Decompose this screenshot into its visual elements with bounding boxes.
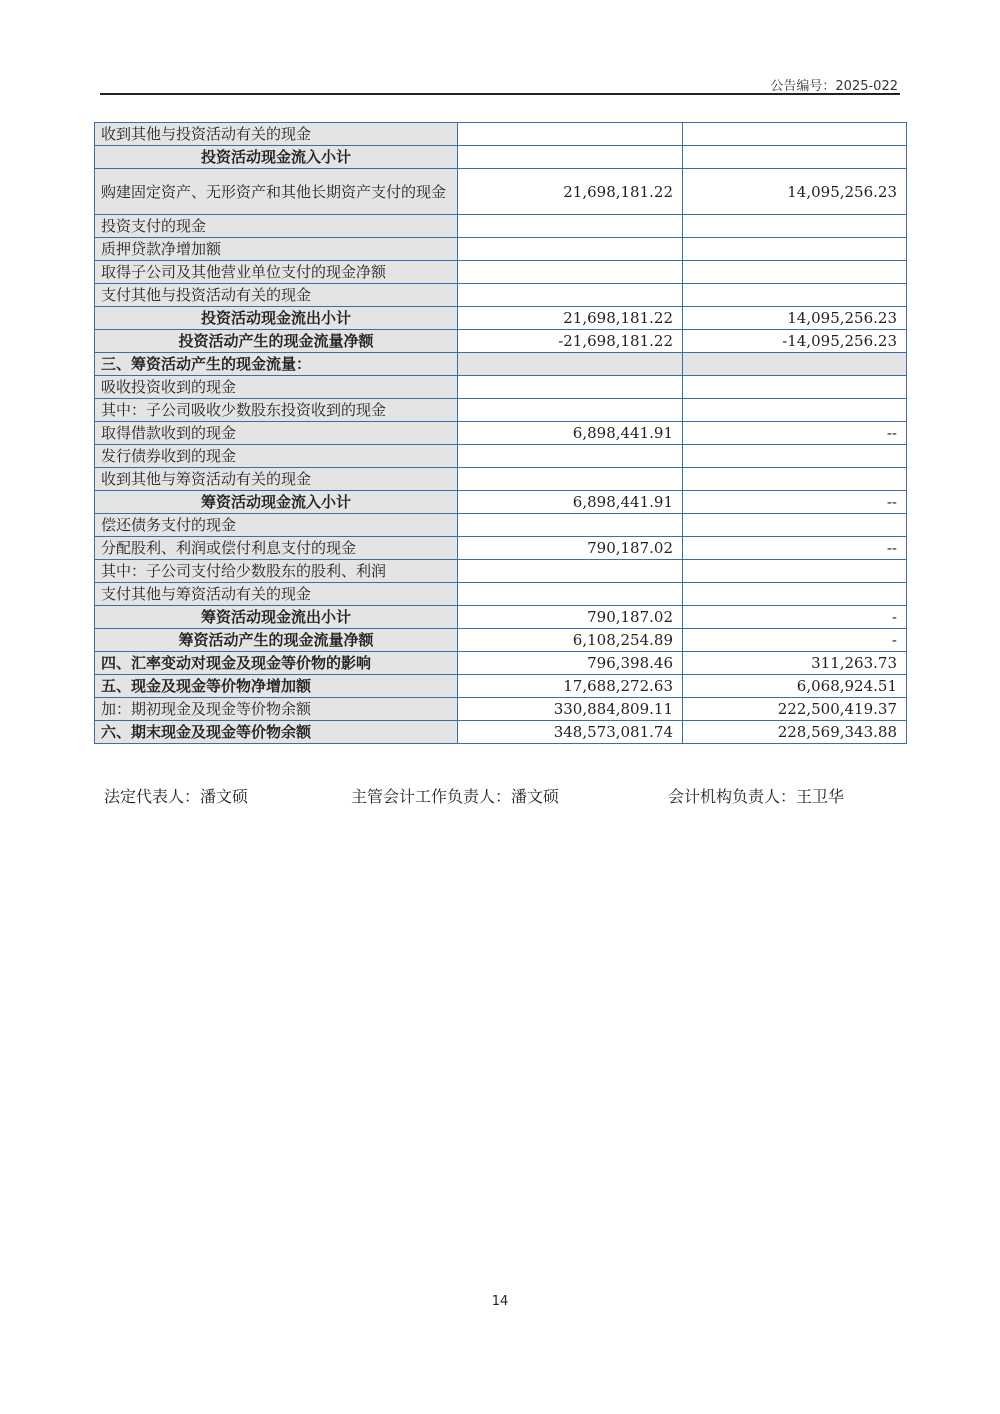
subtotal-row — [95, 146, 907, 169]
current-period-value — [458, 238, 683, 261]
prior-period-value — [683, 445, 907, 468]
row-label: 支付其他与筹资活动有关的现金 — [95, 583, 458, 606]
current-period-value: 796,398.46 — [458, 652, 683, 675]
current-period-value — [458, 284, 683, 307]
legal-representative: 法定代表人：潘文硕 — [104, 787, 249, 806]
cash-flow-table — [94, 122, 907, 744]
current-period-value: 6,898,441.91 — [458, 491, 683, 514]
current-period-value: 330,884,809.11 — [458, 698, 683, 721]
current-period-value — [458, 353, 683, 376]
current-period-value — [458, 560, 683, 583]
current-period-value — [458, 215, 683, 238]
prior-period-value — [683, 146, 907, 169]
current-period-value: 6,898,441.91 — [458, 422, 683, 445]
current-period-value: 21,698,181.22 — [458, 169, 683, 215]
row-label: 五、现金及现金等价物净增加额 — [95, 675, 458, 698]
prior-period-value: -- — [683, 537, 907, 560]
current-period-value — [458, 445, 683, 468]
accounting-org-head: 会计机构负责人：王卫华 — [668, 787, 845, 806]
prior-period-value — [683, 261, 907, 284]
row-label: 取得子公司及其他营业单位支付的现金净额 — [95, 261, 458, 284]
subtotal-row — [95, 307, 907, 330]
subtotal-row — [95, 606, 907, 629]
prior-period-value: 311,263.73 — [683, 652, 907, 675]
row-label: 取得借款收到的现金 — [95, 422, 458, 445]
table-row — [95, 583, 907, 606]
row-label: 收到其他与投资活动有关的现金 — [95, 123, 458, 146]
current-period-value — [458, 261, 683, 284]
total-row — [95, 652, 907, 675]
table-row — [95, 560, 907, 583]
row-label: 筹资活动现金流出小计 — [95, 606, 458, 629]
header-divider — [100, 93, 900, 95]
prior-period-value: -- — [683, 491, 907, 514]
row-label: 其中：子公司支付给少数股东的股利、利润 — [95, 560, 458, 583]
current-period-value: 6,108,254.89 — [458, 629, 683, 652]
table-row — [95, 514, 907, 537]
prior-period-value — [683, 284, 907, 307]
current-period-value: -21,698,181.22 — [458, 330, 683, 353]
row-label: 发行债券收到的现金 — [95, 445, 458, 468]
table-row — [95, 422, 907, 445]
prior-period-value: 14,095,256.23 — [683, 169, 907, 215]
prior-period-value — [683, 238, 907, 261]
table-row — [95, 399, 907, 422]
table-row — [95, 238, 907, 261]
prior-period-value — [683, 215, 907, 238]
table-row — [95, 215, 907, 238]
current-period-value: 790,187.02 — [458, 606, 683, 629]
prior-period-value: 14,095,256.23 — [683, 307, 907, 330]
row-label: 吸收投资收到的现金 — [95, 376, 458, 399]
row-label: 分配股利、利润或偿付利息支付的现金 — [95, 537, 458, 560]
prior-period-value — [683, 123, 907, 146]
row-label: 投资支付的现金 — [95, 215, 458, 238]
page-number: 14 — [491, 1294, 509, 1309]
current-period-value: 348,573,081.74 — [458, 721, 683, 744]
table-row — [95, 537, 907, 560]
total-row — [95, 721, 907, 744]
table-row — [95, 698, 907, 721]
row-label: 收到其他与筹资活动有关的现金 — [95, 468, 458, 491]
row-label: 偿还债务支付的现金 — [95, 514, 458, 537]
row-label: 筹资活动现金流入小计 — [95, 491, 458, 514]
row-label: 其中：子公司吸收少数股东投资收到的现金 — [95, 399, 458, 422]
prior-period-value: -- — [683, 422, 907, 445]
row-label: 购建固定资产、无形资产和其他长期资产支付的现金 — [95, 169, 458, 215]
row-label: 加：期初现金及现金等价物余额 — [95, 698, 458, 721]
prior-period-value — [683, 399, 907, 422]
prior-period-value — [683, 376, 907, 399]
prior-period-value: - — [683, 629, 907, 652]
table-row — [95, 169, 907, 215]
current-period-value — [458, 468, 683, 491]
prior-period-value — [683, 514, 907, 537]
row-label: 投资活动产生的现金流量净额 — [95, 330, 458, 353]
current-period-value: 790,187.02 — [458, 537, 683, 560]
row-label: 投资活动现金流出小计 — [95, 307, 458, 330]
row-label: 质押贷款净增加额 — [95, 238, 458, 261]
table-row — [95, 123, 907, 146]
current-period-value — [458, 399, 683, 422]
table-row — [95, 284, 907, 307]
accounting-head: 主管会计工作负责人：潘文硕 — [351, 787, 560, 806]
current-period-value — [458, 376, 683, 399]
table-row — [95, 376, 907, 399]
table-row — [95, 445, 907, 468]
prior-period-value — [683, 560, 907, 583]
row-label: 筹资活动产生的现金流量净额 — [95, 629, 458, 652]
row-label: 支付其他与投资活动有关的现金 — [95, 284, 458, 307]
announcement-number: 公告编号：2025-022 — [770, 79, 898, 94]
current-period-value: 21,698,181.22 — [458, 307, 683, 330]
row-label: 投资活动现金流入小计 — [95, 146, 458, 169]
prior-period-value: -14,095,256.23 — [683, 330, 907, 353]
prior-period-value — [683, 583, 907, 606]
current-period-value — [458, 583, 683, 606]
table-row — [95, 261, 907, 284]
subtotal-row — [95, 491, 907, 514]
prior-period-value: 228,569,343.88 — [683, 721, 907, 744]
subtotal-row — [95, 330, 907, 353]
row-label: 三、筹资活动产生的现金流量： — [95, 353, 458, 376]
prior-period-value: - — [683, 606, 907, 629]
prior-period-value — [683, 468, 907, 491]
current-period-value — [458, 123, 683, 146]
prior-period-value: 222,500,419.37 — [683, 698, 907, 721]
current-period-value: 17,688,272.63 — [458, 675, 683, 698]
table-row — [95, 468, 907, 491]
total-row — [95, 675, 907, 698]
subtotal-row — [95, 629, 907, 652]
row-label: 四、汇率变动对现金及现金等价物的影响 — [95, 652, 458, 675]
section-header-row — [95, 353, 907, 376]
current-period-value — [458, 514, 683, 537]
row-label: 六、期末现金及现金等价物余额 — [95, 721, 458, 744]
prior-period-value — [683, 353, 907, 376]
current-period-value — [458, 146, 683, 169]
prior-period-value: 6,068,924.51 — [683, 675, 907, 698]
